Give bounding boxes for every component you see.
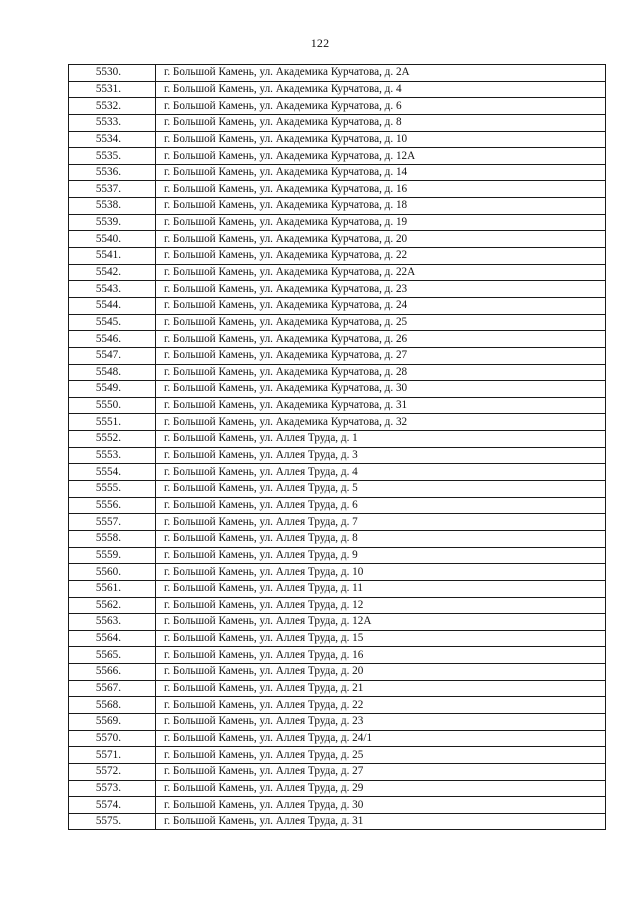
row-number: 5575. — [69, 813, 156, 830]
table-row — [69, 763, 606, 780]
row-address: г. Большой Камень, ул. Академика Курчатова, д. 14 — [156, 164, 606, 181]
row-number: 5563. — [69, 614, 156, 631]
table-row — [69, 397, 606, 414]
row-number: 5553. — [69, 447, 156, 464]
table-row — [69, 164, 606, 181]
row-number: 5535. — [69, 148, 156, 165]
table-row — [69, 697, 606, 714]
row-address: г. Большой Камень, ул. Аллея Труда, д. 10 — [156, 564, 606, 581]
table-row — [69, 198, 606, 215]
row-address: г. Большой Камень, ул. Аллея Труда, д. 7 — [156, 514, 606, 531]
row-address: г. Большой Камень, ул. Академика Курчатова, д. 22А — [156, 264, 606, 281]
row-address: г. Большой Камень, ул. Академика Курчатова, д. 24 — [156, 297, 606, 314]
row-address: г. Большой Камень, ул. Академика Курчатова, д. 18 — [156, 198, 606, 215]
table-row — [69, 447, 606, 464]
row-number: 5562. — [69, 597, 156, 614]
row-number: 5531. — [69, 81, 156, 98]
row-number: 5571. — [69, 747, 156, 764]
row-number: 5537. — [69, 181, 156, 198]
row-address: г. Большой Камень, ул. Аллея Труда, д. 30 — [156, 797, 606, 814]
table-row — [69, 214, 606, 231]
row-address: г. Большой Камень, ул. Аллея Труда, д. 25 — [156, 747, 606, 764]
row-number: 5560. — [69, 564, 156, 581]
table-row — [69, 231, 606, 248]
table-row — [69, 314, 606, 331]
row-number: 5550. — [69, 397, 156, 414]
table-row — [69, 347, 606, 364]
row-number: 5570. — [69, 730, 156, 747]
table-row — [69, 747, 606, 764]
row-number: 5559. — [69, 547, 156, 564]
row-number: 5547. — [69, 347, 156, 364]
row-address: г. Большой Камень, ул. Аллея Труда, д. 11 — [156, 580, 606, 597]
row-address: г. Большой Камень, ул. Академика Курчатова, д. 31 — [156, 397, 606, 414]
table-row — [69, 597, 606, 614]
row-number: 5542. — [69, 264, 156, 281]
row-number: 5566. — [69, 664, 156, 681]
table-row — [69, 331, 606, 348]
row-number: 5558. — [69, 530, 156, 547]
table-row — [69, 481, 606, 498]
table-row — [69, 580, 606, 597]
row-address: г. Большой Камень, ул. Академика Курчатова, д. 25 — [156, 314, 606, 331]
table-row — [69, 530, 606, 547]
row-number: 5534. — [69, 131, 156, 148]
row-address: г. Большой Камень, ул. Академика Курчатова, д. 2А — [156, 65, 606, 82]
table-row — [69, 614, 606, 631]
row-number: 5574. — [69, 797, 156, 814]
row-address: г. Большой Камень, ул. Академика Курчатова, д. 22 — [156, 248, 606, 265]
row-address: г. Большой Камень, ул. Аллея Труда, д. 12 — [156, 597, 606, 614]
row-number: 5533. — [69, 114, 156, 131]
table-row — [69, 248, 606, 265]
row-number: 5561. — [69, 580, 156, 597]
row-number: 5532. — [69, 98, 156, 115]
table-row — [69, 181, 606, 198]
row-address: г. Большой Камень, ул. Академика Курчатова, д. 12А — [156, 148, 606, 165]
row-address: г. Большой Камень, ул. Академика Курчатова, д. 8 — [156, 114, 606, 131]
row-number: 5567. — [69, 680, 156, 697]
table-row — [69, 547, 606, 564]
row-address: г. Большой Камень, ул. Аллея Труда, д. 31 — [156, 813, 606, 830]
table-row — [69, 647, 606, 664]
row-address: г. Большой Камень, ул. Аллея Труда, д. 29 — [156, 780, 606, 797]
table-row — [69, 81, 606, 98]
row-number: 5565. — [69, 647, 156, 664]
table-row — [69, 464, 606, 481]
row-number: 5536. — [69, 164, 156, 181]
table-row — [69, 431, 606, 448]
row-number: 5554. — [69, 464, 156, 481]
row-address: г. Большой Камень, ул. Аллея Труда, д. 12А — [156, 614, 606, 631]
row-number: 5549. — [69, 381, 156, 398]
row-address: г. Большой Камень, ул. Аллея Труда, д. 21 — [156, 680, 606, 697]
table-row — [69, 281, 606, 298]
row-number: 5545. — [69, 314, 156, 331]
row-address: г. Большой Камень, ул. Аллея Труда, д. 3 — [156, 447, 606, 464]
row-number: 5541. — [69, 248, 156, 265]
row-address: г. Большой Камень, ул. Академика Курчатова, д. 30 — [156, 381, 606, 398]
table-row — [69, 264, 606, 281]
table-row — [69, 98, 606, 115]
row-number: 5546. — [69, 331, 156, 348]
table-row — [69, 713, 606, 730]
row-number: 5539. — [69, 214, 156, 231]
row-number: 5564. — [69, 630, 156, 647]
table-row — [69, 664, 606, 681]
row-number: 5557. — [69, 514, 156, 531]
row-address: г. Большой Камень, ул. Академика Курчатова, д. 16 — [156, 181, 606, 198]
table-row — [69, 813, 606, 830]
row-number: 5555. — [69, 481, 156, 498]
row-number: 5573. — [69, 780, 156, 797]
table-row — [69, 65, 606, 82]
row-number: 5544. — [69, 297, 156, 314]
table-row — [69, 497, 606, 514]
table-row — [69, 564, 606, 581]
address-table-body — [69, 65, 606, 830]
row-address: г. Большой Камень, ул. Академика Курчатова, д. 4 — [156, 81, 606, 98]
table-row — [69, 414, 606, 431]
row-address: г. Большой Камень, ул. Аллея Труда, д. 6 — [156, 497, 606, 514]
row-address: г. Большой Камень, ул. Академика Курчатова, д. 19 — [156, 214, 606, 231]
row-address: г. Большой Камень, ул. Аллея Труда, д. 5 — [156, 481, 606, 498]
row-address: г. Большой Камень, ул. Академика Курчатова, д. 27 — [156, 347, 606, 364]
address-table — [68, 64, 606, 830]
table-row — [69, 131, 606, 148]
table-row — [69, 297, 606, 314]
row-address: г. Большой Камень, ул. Аллея Труда, д. 22 — [156, 697, 606, 714]
row-number: 5540. — [69, 231, 156, 248]
row-address: г. Большой Камень, ул. Аллея Труда, д. 16 — [156, 647, 606, 664]
table-row — [69, 797, 606, 814]
row-address: г. Большой Камень, ул. Академика Курчатова, д. 26 — [156, 331, 606, 348]
table-row — [69, 514, 606, 531]
row-number: 5556. — [69, 497, 156, 514]
row-address: г. Большой Камень, ул. Академика Курчатова, д. 23 — [156, 281, 606, 298]
row-number: 5538. — [69, 198, 156, 215]
page-number: 122 — [310, 36, 330, 50]
table-row — [69, 630, 606, 647]
table-row — [69, 381, 606, 398]
table-row — [69, 364, 606, 381]
table-row — [69, 780, 606, 797]
row-address: г. Большой Камень, ул. Академика Курчатова, д. 6 — [156, 98, 606, 115]
row-number: 5552. — [69, 431, 156, 448]
table-row — [69, 730, 606, 747]
row-number: 5551. — [69, 414, 156, 431]
row-number: 5569. — [69, 713, 156, 730]
row-address: г. Большой Камень, ул. Аллея Труда, д. 8 — [156, 530, 606, 547]
row-address: г. Большой Камень, ул. Академика Курчатова, д. 32 — [156, 414, 606, 431]
row-address: г. Большой Камень, ул. Академика Курчатова, д. 20 — [156, 231, 606, 248]
row-address: г. Большой Камень, ул. Аллея Труда, д. 27 — [156, 763, 606, 780]
row-address: г. Большой Камень, ул. Аллея Труда, д. 4 — [156, 464, 606, 481]
row-address: г. Большой Камень, ул. Аллея Труда, д. 24/1 — [156, 730, 606, 747]
table-row — [69, 680, 606, 697]
row-number: 5548. — [69, 364, 156, 381]
row-number: 5568. — [69, 697, 156, 714]
row-number: 5572. — [69, 763, 156, 780]
row-address: г. Большой Камень, ул. Аллея Труда, д. 9 — [156, 547, 606, 564]
row-address: г. Большой Камень, ул. Аллея Труда, д. 20 — [156, 664, 606, 681]
row-address: г. Большой Камень, ул. Аллея Труда, д. 23 — [156, 713, 606, 730]
table-row — [69, 148, 606, 165]
row-address: г. Большой Камень, ул. Аллея Труда, д. 1 — [156, 431, 606, 448]
row-address: г. Большой Камень, ул. Академика Курчатова, д. 10 — [156, 131, 606, 148]
row-address: г. Большой Камень, ул. Академика Курчатова, д. 28 — [156, 364, 606, 381]
row-number: 5530. — [69, 65, 156, 82]
row-address: г. Большой Камень, ул. Аллея Труда, д. 15 — [156, 630, 606, 647]
row-number: 5543. — [69, 281, 156, 298]
table-row — [69, 114, 606, 131]
